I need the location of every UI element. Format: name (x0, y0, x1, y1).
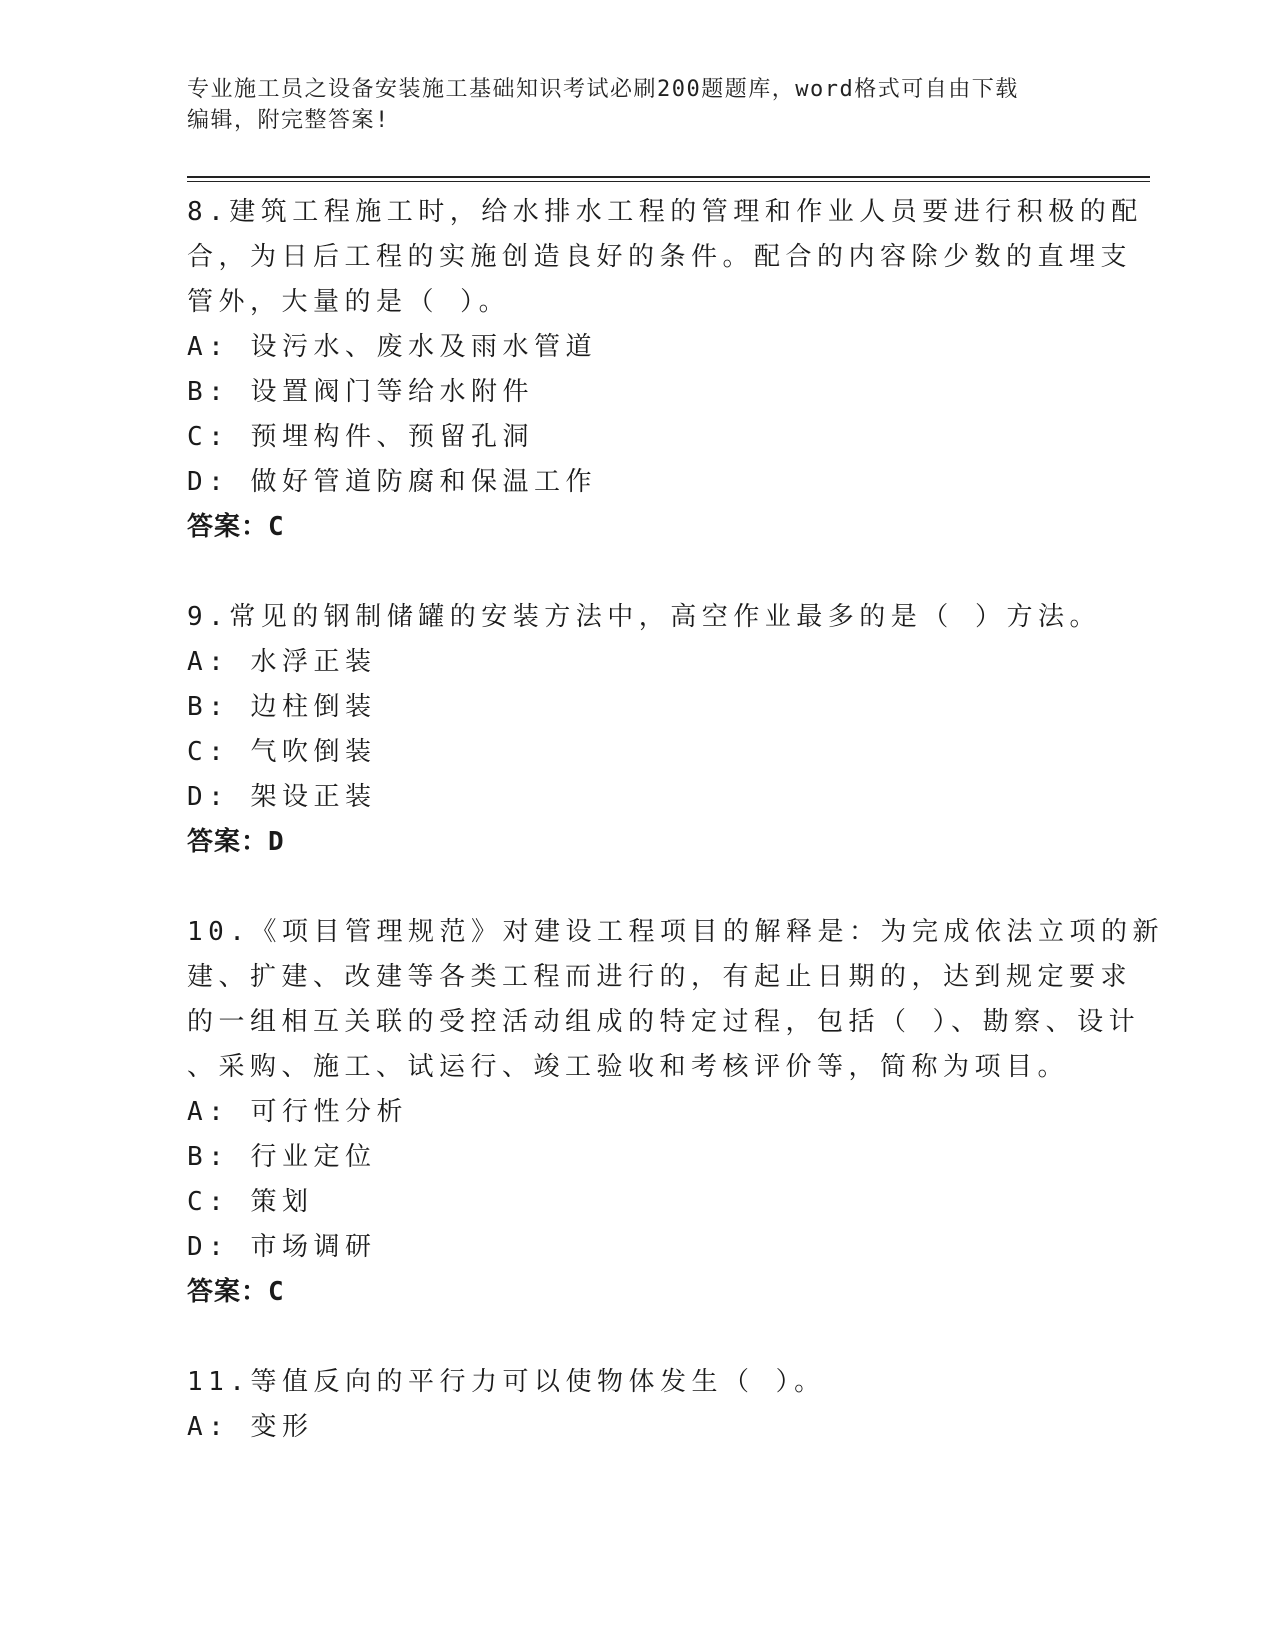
question-stem-line: 11.等值反向的平行力可以使物体发生（ ）。 (187, 1367, 826, 1397)
question-stem-line: 8.建筑工程施工时，给水排水工程的管理和作业人员要进行积极的配 (187, 197, 1143, 227)
question-stem-line: 9.常见的钢制储罐的安装方法中，高空作业最多的是（ ）方法。 (187, 602, 1101, 632)
option-c: C: 策划 (187, 1187, 314, 1217)
question-list (187, 190, 1164, 1450)
header-divider-thin (187, 181, 1150, 182)
option-d: D: 做好管道防腐和保温工作 (187, 467, 597, 497)
spacer (187, 1315, 1087, 1360)
question-stem-line: 、采购、施工、试运行、竣工验收和考核评价等，简称为项目。 (187, 1052, 1070, 1082)
option-b: B: 设置阀门等给水附件 (187, 377, 534, 407)
question-stem-line: 10.《项目管理规范》对建设工程项目的解释是：为完成依法立项的新 (187, 917, 1164, 947)
question-stem-line: 的一组相互关联的受控活动组成的特定过程，包括（ ）、勘察、设计 (187, 1007, 1141, 1037)
option-b: B: 边柱倒装 (187, 692, 377, 722)
option-a: A: 设污水、废水及雨水管道 (187, 332, 597, 362)
question-10 (187, 910, 1164, 1315)
question-9 (187, 595, 1101, 865)
question-stem-line: 管外，大量的是（ ）。 (187, 287, 511, 317)
question-stem-line: 合，为日后工程的实施创造良好的条件。配合的内容除少数的直埋支 (187, 242, 1133, 272)
document-header (187, 74, 1087, 136)
question-stem-line: 建、扩建、改建等各类工程而进行的，有起止日期的，达到规定要求 (187, 962, 1133, 992)
option-d: D: 市场调研 (187, 1232, 377, 1262)
header-line-2: 编辑，附完整答案! (187, 108, 390, 133)
answer-label: 答案：D (187, 827, 285, 857)
spacer (187, 865, 1087, 910)
spacer (187, 550, 1087, 595)
question-8 (187, 190, 1143, 550)
answer-label: 答案：C (187, 1277, 285, 1307)
option-a: A: 可行性分析 (187, 1097, 408, 1127)
header-divider-thick (187, 176, 1150, 178)
option-c: C: 气吹倒装 (187, 737, 377, 767)
header-line-1: 专业施工员之设备安装施工基础知识考试必刷200题题库，word格式可自由下载 (187, 77, 1019, 102)
question-11 (187, 1360, 1087, 1450)
option-b: B: 行业定位 (187, 1142, 377, 1172)
option-d: D: 架设正装 (187, 782, 377, 812)
option-a: A: 变形 (187, 1412, 314, 1442)
option-c: C: 预埋构件、预留孔洞 (187, 422, 534, 452)
option-a: A: 水浮正装 (187, 647, 377, 677)
answer-label: 答案：C (187, 512, 285, 542)
